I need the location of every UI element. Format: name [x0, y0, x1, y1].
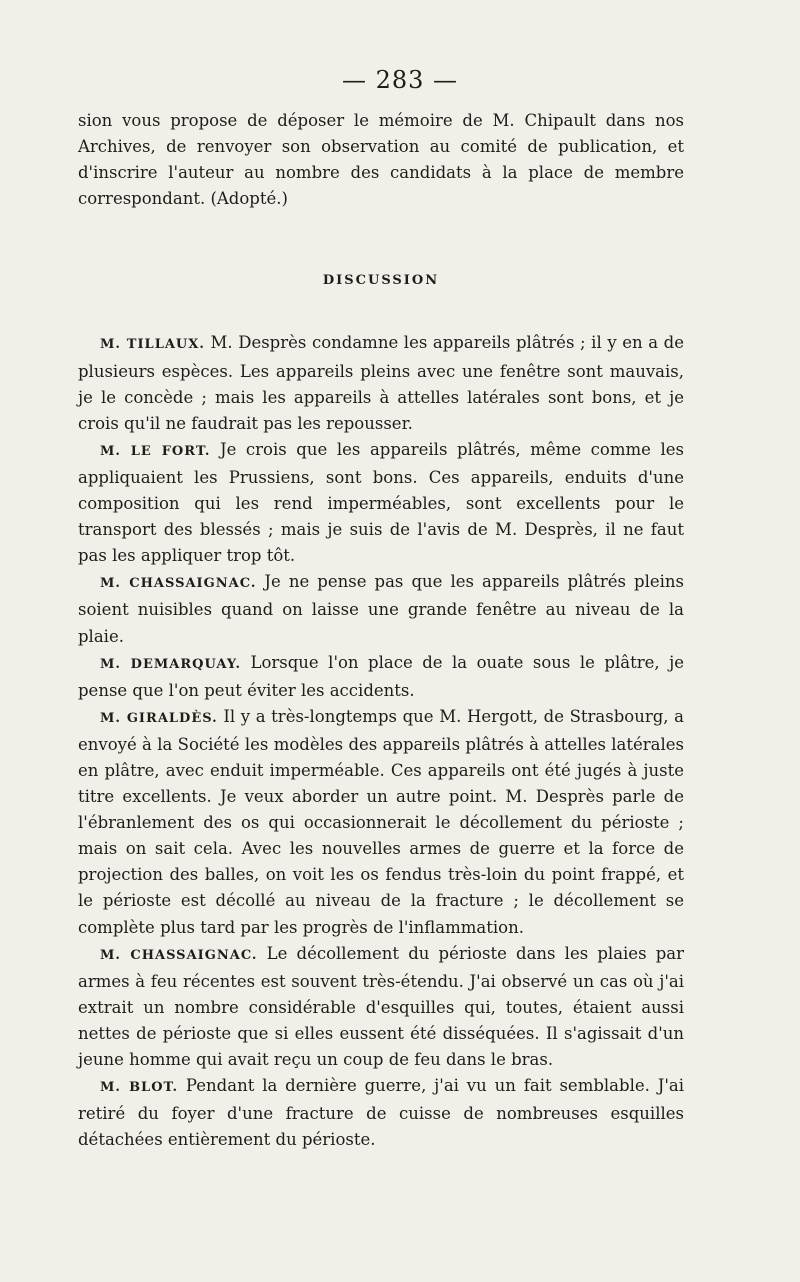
speech-text: Le décollement du périoste dans les plaies par armes à feu récentes est souvent très-étendu. J'ai observé un cas où j'ai extrait un nombre considérable d'esquilles qui, toutes, étaient aussi nettes de périoste que si elles eussent été disséquées. Il s'agissait d'un jeune homme qui avait reçu un coup de feu dans le bras. [78, 943, 684, 1069]
section-heading: DISCUSSION [322, 273, 440, 289]
page-body [78, 108, 684, 1153]
speaker-name: M. TILLAUX. [100, 337, 205, 353]
speech-text: M. Desprès condamne les appareils plâtrés ; il y en a de plusieurs espèces. Les appareils pleins avec une fenêtre sont mauvais, je le concède ; mais les appareils à attelles latérales sont bons, et je crois qu'il ne faudrait pas les repousser. [78, 333, 684, 433]
page-number: — 283 — [341, 66, 459, 94]
speech-paragraph [78, 650, 684, 704]
intro-paragraph: sion vous propose de déposer le mémoire de M. Chipault dans nos Archives, de renvoyer son observation au comité de publication, et d'inscrire l'auteur au nombre des candidats à la place de membre correspondant. (Adopté.) [78, 111, 684, 209]
speech-text: Il y a très-longtemps que M. Hergott, de Strasbourg, a envoyé à la Société les modèles des appareils plâtrés à attelles latérales en plâtre, avec enduit imperméable. Ces appareils ont été jugés à juste titre excellents. Je veux aborder un autre point. M. Desprès parle de l'ébranlement des os qui occasionnerait le décollement du périoste ; mais on sait cela. Avec les nouvelles armes de guerre et la force de projection des balles, on voit les os fendus très-loin du point frappé, et le périoste est décollé au niveau de la fracture ; le décollement se complète plus tard par les progrès de l'inflammation. [78, 706, 685, 937]
speech-text: Lorsque l'on place de la ouate sous le plâtre, je pense que l'on peut éviter les accidents. [78, 652, 684, 700]
speech-paragraph [78, 1073, 684, 1153]
speech-paragraph [78, 704, 684, 941]
speaker-name: M. DEMARQUAY. [100, 656, 241, 672]
speaker-name: M. LE FORT. [100, 443, 211, 459]
speech-text: Pendant la dernière guerre, j'ai vu un fait semblable. J'ai retiré du foyer d'une fracture de cuisse de nombreuses esquilles détachées entièrement du périoste. [78, 1076, 684, 1150]
speech-text: Je crois que les appareils plâtrés, même comme les appliquaient les Prussiens, sont bons. Ces appareils, enduits d'une composition qui les rend imperméables, sont excellents pour le transport des blessés ; mais je suis de l'avis de M. Desprès, il ne faut pas les appliquer trop tôt. [78, 439, 684, 566]
speaker-name: M. CHASSAIGNAC. [100, 576, 257, 592]
speech-paragraph [78, 437, 684, 569]
speech-paragraph [78, 941, 684, 1073]
speaker-name: M. CHASSAIGNAC. [100, 947, 258, 963]
speech-text: Je ne pense pas que les appareils plâtrés pleins soient nuisibles quand on laisse une grande fenêtre au niveau de la plaie. [78, 572, 685, 646]
speech-paragraph [78, 569, 684, 649]
speech-paragraph [78, 330, 684, 436]
speaker-name: M. GIRALDÈS. [100, 710, 218, 726]
speaker-name: M. BLOT. [100, 1080, 179, 1096]
